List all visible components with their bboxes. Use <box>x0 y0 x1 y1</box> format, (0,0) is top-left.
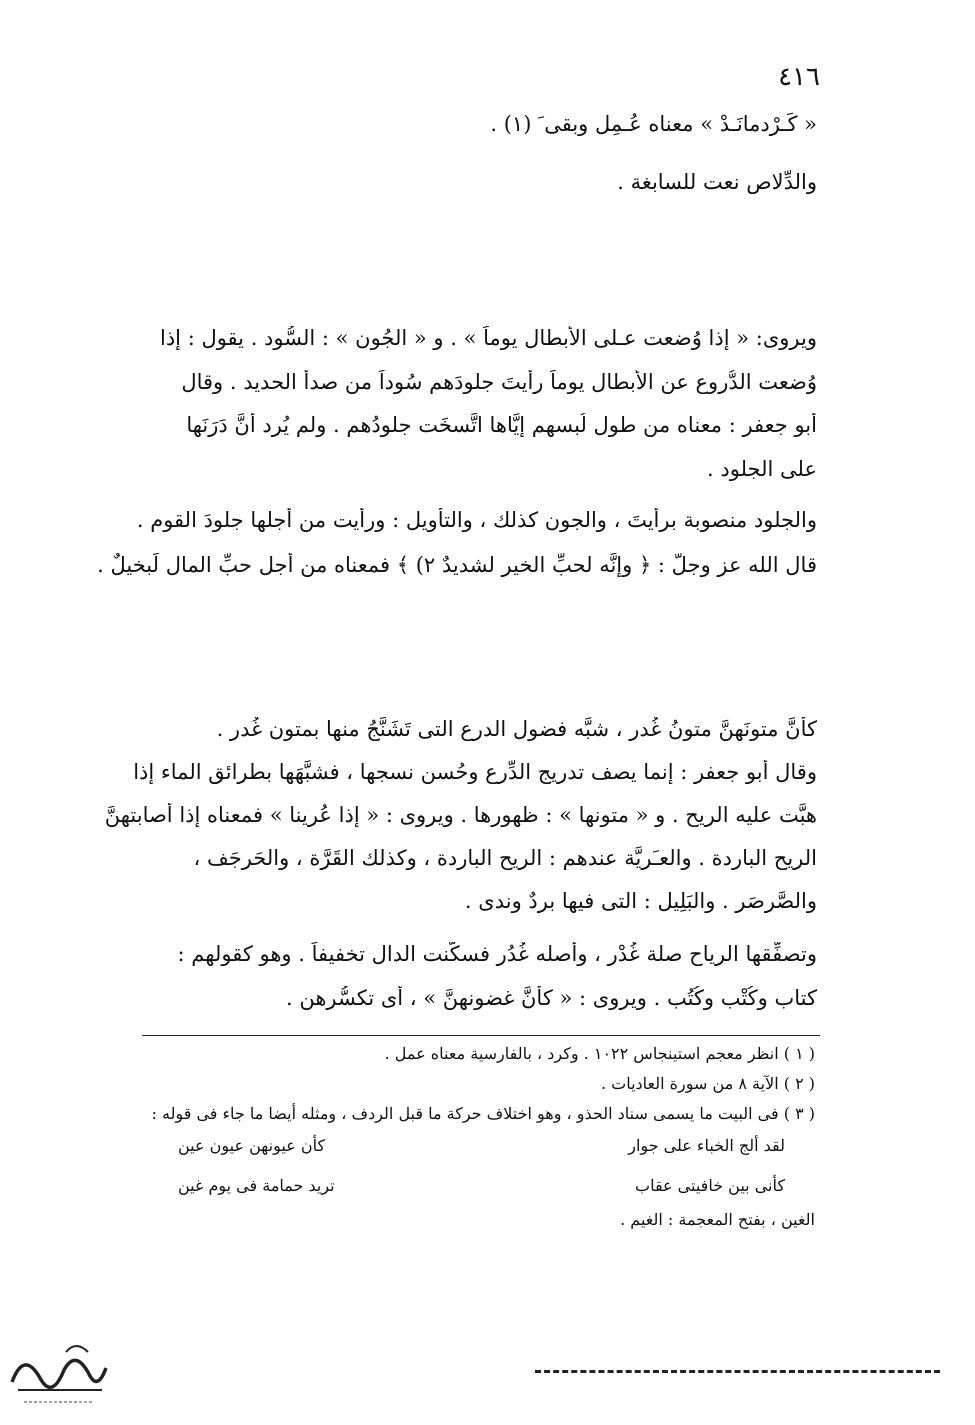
library-stamp-logo <box>4 1330 112 1414</box>
footnote-verse-first: لقد ألج الخباء على جوار <box>628 1136 785 1155</box>
page-number: ٤١٦ <box>778 62 820 92</box>
footnote-3: ( ٣ ) فى البيت ما يسمى سناد الحذو ، وهو اختلاف حركة ما قبل الردف ، ومثله أيضا ما جاء فى قوله : <box>151 1104 815 1123</box>
bottom-rule <box>535 1370 940 1373</box>
commentary-line: قال الله عز وجلّ : ﴿ وإنَّه لحبِّ الخير لشديدٌ ٢) ﴾ فمعناه من أجل حبِّ المال لَبخيلٌ . <box>97 553 817 577</box>
commentary-line: كتاب وكُتْب وكُتُب . ويروى : « كأنَّ غضونهنَّ » ، أى تكسُّرهن . <box>286 986 817 1010</box>
footnote-2: ( ٢ ) الآية ٨ من سورة العاديات . <box>600 1074 815 1093</box>
commentary-line: وقال أبو جعفر : إنما يصف تدريج الدِّرع وحُسن نسجها ، فشبَّهَها بطرائق الماء إذا <box>133 760 817 784</box>
commentary-line: الريح الباردة . والعـَرِيَّة عندهم : الريح الباردة ، وكذلك القَرَّة ، والحَرجَف ، <box>193 846 817 870</box>
commentary-line: هبَّت عليه الريح . و « متونها » : ظهورها . ويروى : « إذا عُرِينا » فمعناه إذا أصابتهنَّ <box>104 803 817 827</box>
intro-line: « كَـرْدمانَـدْ » معناه عُـمِل وبقى َ (١) . <box>490 112 817 136</box>
footnote-verse-first: كأنى بين خافيتى عقاب <box>635 1176 785 1195</box>
footnote-verse-second: تريد حمامة فى يوم غين <box>178 1176 335 1195</box>
footnote-1: ( ١ ) انظر معجم استينجاس ١٠٢٢ . وكرد ، بالفارسية معناه عمل . <box>384 1044 815 1063</box>
footnote-divider <box>142 1035 820 1036</box>
commentary-line: ويروى: « إذا وُضعت عـلى الأبطال يوماً » . و « الجُون » : السُّود . يقول : إذا <box>160 326 817 350</box>
commentary-line: والجلود منصوبة برأيتَ ، والجون كذلك ، والتأويل : ورأيت من أجلها جلودَ القوم . <box>136 508 817 532</box>
intro-line: والدِّلاص نعت للسابغة . <box>617 170 817 194</box>
commentary-line: أبو جعفر : معناه من طول لُبسهم إيَّاها اتَّسخَت جلودُهم . ولم يُرِد أنَّ دَرَنَها <box>186 413 817 437</box>
commentary-line: والصَّرصَر . والبَلِيل : التى فيها بردٌ وندى . <box>464 889 817 913</box>
commentary-line: على الجلود . <box>707 457 817 481</box>
commentary-line: وتصفِّقها الرياح صلة غُدْر ، وأصله غُدُر فسكَّنت الدال تخفيفاً . وهو كقولهم : <box>177 942 817 966</box>
footnote-verse-second: كأن عيونهن عيون عين <box>178 1136 326 1155</box>
footnote-gloss: الغين ، بفتح المعجمة : الغيم . <box>620 1210 815 1229</box>
commentary-line: وُضعت الدُّروع عن الأبطال يوماً رأيتَ جلودَهم سُوداً من صدأ الحديد . وقال <box>181 370 817 394</box>
commentary-line: كأنَّ متونَهنَّ متونُ غُدر ، شبَّه فضول الدرع التى تَشَنَّجُ منها بمتون غُدر . <box>216 717 817 741</box>
